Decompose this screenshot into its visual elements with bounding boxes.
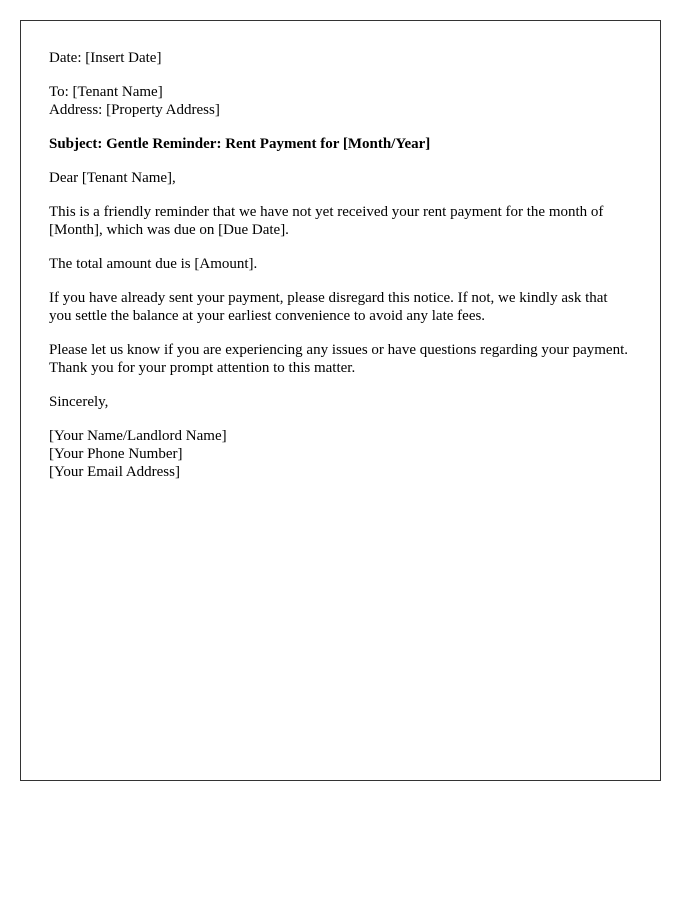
body-paragraph: If you have already sent your payment, please disregard this notice. If not, we kindly ask that you settle the balance at your earliest convenience to avoid any late fees. [49, 290, 608, 324]
letter [20, 20, 661, 781]
closing: Sincerely, [49, 394, 109, 410]
body-paragraph: The total amount due is [Amount]. [49, 256, 258, 272]
recipient-name: To: [Tenant Name] [49, 84, 163, 100]
signature-phone: [Your Phone Number] [49, 446, 183, 462]
body-paragraph: This is a friendly reminder that we have not yet received your rent payment for the month of [Month], which was due on [Due Date]. [49, 204, 604, 238]
subject-line: Subject: Gentle Reminder: Rent Payment for [Month/Year] [49, 136, 431, 152]
recipient-address: Address: [Property Address] [49, 102, 220, 118]
salutation: Dear [Tenant Name], [49, 170, 176, 186]
recipient-block [49, 83, 629, 119]
body-paragraph: Please let us know if you are experiencing any issues or have questions regarding your payment. Thank you for your prompt attention to this matter. [49, 342, 629, 376]
signature-name: [Your Name/Landlord Name] [49, 428, 227, 444]
signature-block [49, 427, 629, 481]
signature-email: [Your Email Address] [49, 464, 180, 480]
date-line: Date: [Insert Date] [49, 50, 162, 66]
